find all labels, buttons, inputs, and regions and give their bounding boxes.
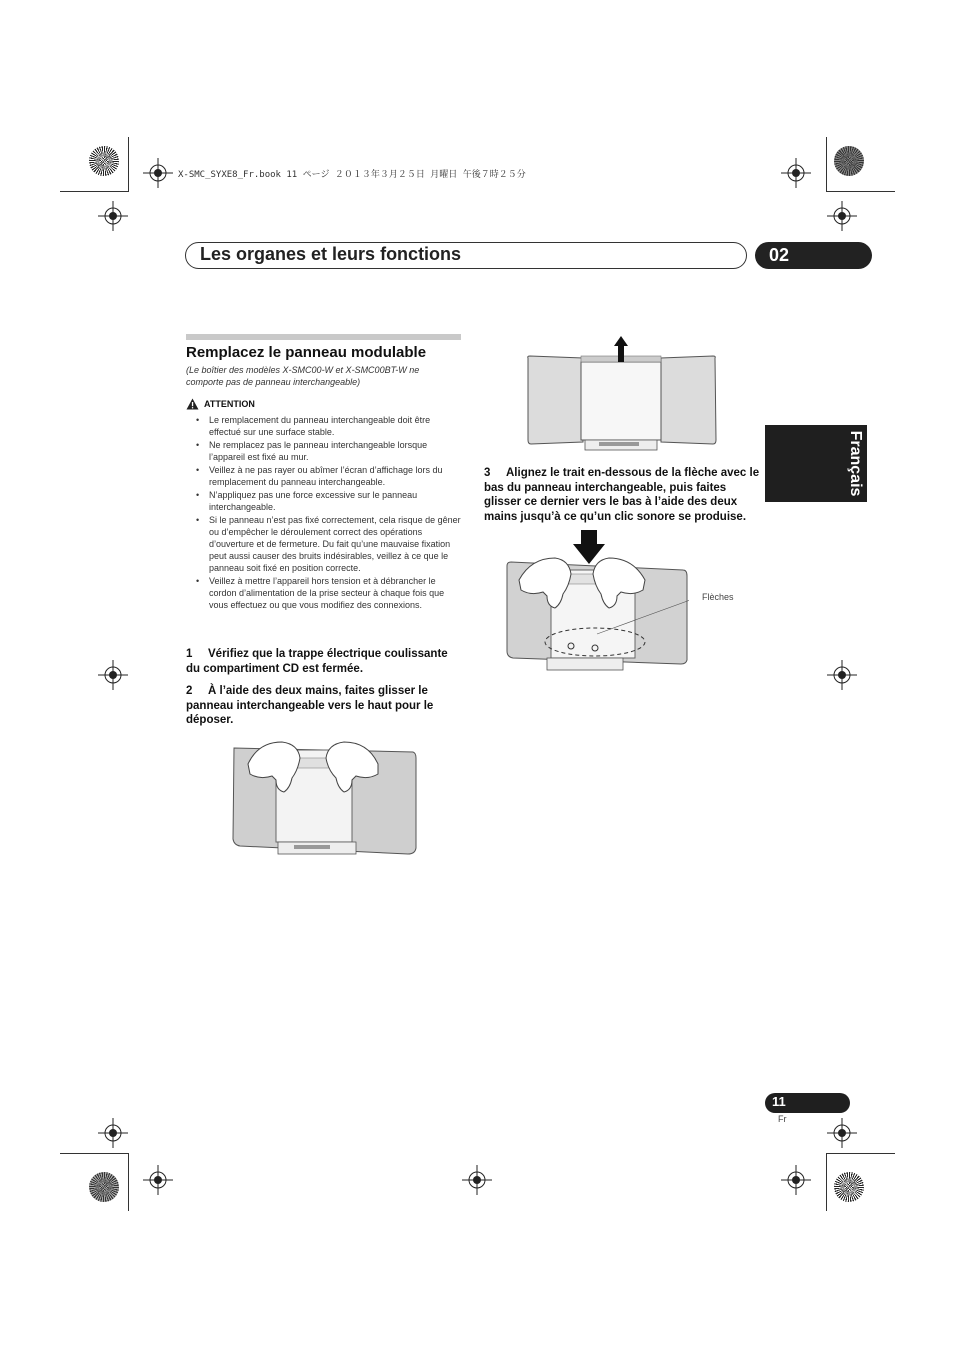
figure-label-arrows: Flèches xyxy=(702,592,734,602)
arrow-down-icon xyxy=(573,530,605,564)
step-text: Alignez le trait en-dessous de la flèche avec le bas du panneau interchangeable, puis faites glisser ce dernier vers le bas à l’aide des deux mains jusqu’à ce qu’un clic sonore se produise. xyxy=(484,467,760,523)
registration-mark-icon xyxy=(143,158,173,188)
figure-remove-panel xyxy=(228,736,420,860)
section-rule xyxy=(186,334,461,340)
registration-rosette-icon xyxy=(834,146,864,176)
registration-mark-icon xyxy=(827,1118,857,1148)
registration-mark-icon xyxy=(827,660,857,690)
registration-mark-icon xyxy=(462,1165,492,1195)
step-1 xyxy=(186,647,462,676)
language-tab-label: Français xyxy=(847,430,864,497)
step-3 xyxy=(484,466,760,524)
figure-panel-lift xyxy=(527,334,717,452)
print-header: X-SMC_SYXE8_Fr.book 11 ページ ２０１３年３月２５日 月曜日 午後７時２５分 xyxy=(178,170,526,180)
attention-label: ATTENTION xyxy=(204,399,255,409)
page-number: 11 xyxy=(772,1094,786,1109)
attention-heading xyxy=(186,398,255,410)
step-number: 2 xyxy=(186,685,193,697)
step-text: À l’aide des deux mains, faites glisser le panneau interchangeable vers le haut pour le déposer. xyxy=(186,685,434,726)
page-language: Fr xyxy=(778,1114,787,1124)
step-2 xyxy=(186,684,462,728)
registration-mark-icon xyxy=(98,201,128,231)
section-title: Remplacez le panneau modulable xyxy=(186,344,427,361)
registration-mark-icon xyxy=(98,1118,128,1148)
step-text: Vérifiez que la trappe électrique coulissante du compartiment CD est fermée. xyxy=(186,648,448,675)
figure-attach-panel xyxy=(505,530,689,675)
registration-rosette-icon xyxy=(834,1172,864,1202)
registration-mark-icon xyxy=(781,1165,811,1195)
list-item: • Veillez à mettre l’appareil hors tension et à débrancher le cordon d’alimentation de la prise secteur à chaque fois que vous effectuez ou que vous modifiez des connexions. xyxy=(196,575,462,611)
registration-mark-icon xyxy=(781,158,811,188)
warning-icon xyxy=(186,398,199,410)
language-tab xyxy=(765,425,867,502)
step-number: 3 xyxy=(484,467,491,479)
registration-mark-icon xyxy=(98,660,128,690)
chapter-title: Les organes et leurs fonctions xyxy=(200,244,462,264)
chapter-number: 02 xyxy=(755,242,872,269)
registration-rosette-icon xyxy=(89,146,119,176)
list-item: • Ne remplacez pas le panneau interchangeable lorsque l’appareil est fixé au mur. xyxy=(196,439,462,463)
registration-mark-icon xyxy=(143,1165,173,1195)
list-item: • Si le panneau n’est pas fixé correctement, cela risque de gêner ou d’empêcher le déroulement correct des opérations d’ouverture et de fermeture. Du fait qu’une mauvaise fixation peut aussi causer des bruits indésirables, veillez à ce que le panneau soit fixé en position correcte. xyxy=(196,514,462,574)
list-item: • Veillez à ne pas rayer ou abîmer l’écran d’affichage lors du remplacement du panneau interchangeable. xyxy=(196,464,462,488)
registration-rosette-icon xyxy=(89,1172,119,1202)
list-item: • N’appliquez pas une force excessive sur le panneau interchangeable. xyxy=(196,489,462,513)
step-number: 1 xyxy=(186,648,193,660)
registration-mark-icon xyxy=(827,201,857,231)
list-item: • Le remplacement du panneau interchangeable doit être effectué sur une surface stable. xyxy=(196,414,462,438)
attention-list xyxy=(196,414,462,612)
section-note: (Le boîtier des modèles X-SMC00-W et X-SMC00BT-W ne comporte pas de panneau interchangeable) xyxy=(186,365,420,387)
